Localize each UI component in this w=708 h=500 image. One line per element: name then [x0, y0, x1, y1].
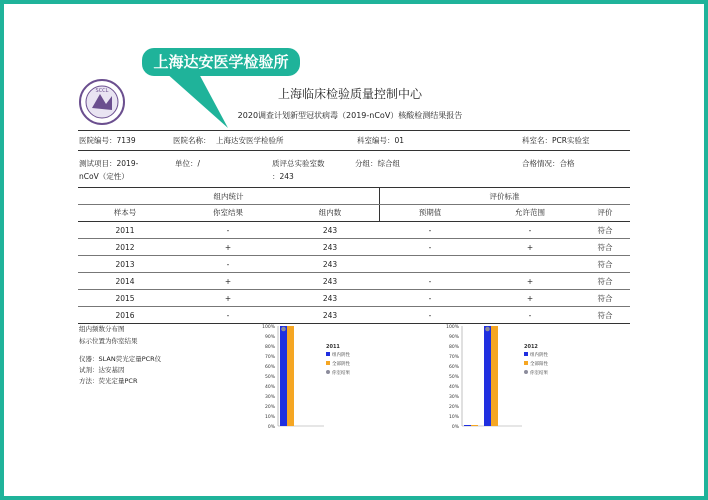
center-name: 上海临床检验质量控制中心 [277, 87, 422, 101]
cell-range: + [526, 277, 534, 286]
y-tick-label: 50% [448, 375, 459, 380]
divider [78, 221, 630, 222]
y-tick-label: 100% [262, 325, 275, 330]
cell-sample: 2015 [115, 294, 135, 303]
y-tick-label: 50% [264, 375, 275, 380]
chart-title: 2011 [326, 344, 340, 350]
legend-label: 组内阴性 [530, 353, 548, 358]
room-no: 科室编号：01 [357, 136, 405, 145]
room-name: 科室名：PCR实验室 [522, 136, 590, 145]
cell-result: - [226, 311, 230, 320]
chart-2011 [258, 320, 388, 432]
cell-eval: 符合 [597, 260, 613, 269]
note-line5: 方法：荧光定量PCR [79, 377, 138, 385]
y-tick-label: 70% [264, 355, 275, 360]
group: 分组：综合组 [355, 159, 400, 168]
group-stats-header: 组内统计 [213, 192, 244, 201]
your-result-marker [485, 327, 490, 332]
sccl-logo-icon [78, 78, 126, 126]
cell-range: + [526, 243, 534, 252]
cell-count: 243 [322, 243, 338, 252]
row-divider [78, 272, 630, 273]
cell-result: + [224, 294, 232, 303]
legend-swatch [326, 352, 330, 356]
divider [78, 150, 630, 151]
cell-expected: - [428, 311, 432, 320]
legend-label: 组内阴性 [332, 353, 350, 358]
cell-eval: 符合 [597, 277, 613, 286]
lab-count-line1: 质评总实验室数 [272, 159, 325, 168]
y-tick-label: 80% [264, 345, 275, 350]
bar [280, 326, 287, 426]
y-tick-label: 30% [448, 395, 459, 400]
cell-sample: 2011 [115, 226, 135, 235]
col-header-result: 你室结果 [213, 208, 243, 217]
your-result-marker [281, 327, 286, 332]
unit: 单位：/ [175, 159, 201, 168]
cell-range: - [528, 226, 532, 235]
cell-sample: 2013 [115, 260, 135, 269]
chart-title: 2012 [524, 344, 538, 350]
cell-range: + [526, 294, 534, 303]
cell-count: 243 [322, 226, 338, 235]
cell-count: 243 [322, 277, 338, 286]
y-tick-label: 10% [264, 415, 275, 420]
cell-eval: 符合 [597, 243, 613, 252]
criteria-header: 评价标准 [489, 192, 520, 201]
chart-2012 [442, 320, 582, 432]
divider [78, 204, 630, 205]
legend-swatch [524, 370, 528, 374]
legend-swatch [524, 352, 528, 356]
row-divider [78, 255, 630, 256]
y-tick-label: 90% [448, 335, 459, 340]
y-tick-label: 10% [448, 415, 459, 420]
callout-pointer [160, 72, 240, 132]
y-tick-label: 20% [264, 405, 275, 410]
legend-swatch [326, 370, 330, 374]
cell-result: + [224, 277, 232, 286]
col-header-count: 组内数 [318, 208, 342, 217]
row-divider [78, 238, 630, 239]
test-item-line2: nCoV（定性） [79, 172, 129, 181]
y-tick-label: 80% [448, 345, 459, 350]
divider [78, 130, 630, 131]
note-line4: 试剂：达安基因 [79, 366, 125, 374]
cell-result: - [226, 226, 230, 235]
y-tick-label: 60% [264, 365, 275, 370]
cell-count: 243 [322, 294, 338, 303]
cell-sample: 2014 [115, 277, 135, 286]
y-tick-label: 90% [264, 335, 275, 340]
y-tick-label: 40% [448, 385, 459, 390]
cell-expected: - [428, 243, 432, 252]
hospital-name-label: 医院名称： [173, 136, 211, 145]
lab-count-line2: ：243 [272, 172, 294, 181]
cell-eval: 符合 [597, 226, 613, 235]
col-header-expected: 预期值 [418, 208, 442, 217]
y-tick-label: 100% [446, 325, 459, 330]
hospital-name: 上海达安医学检验所 [216, 136, 284, 145]
cell-count: 243 [322, 260, 338, 269]
legend-label: 全部阴性 [332, 362, 350, 367]
test-item-line1: 测试项目：2019- [79, 159, 139, 168]
cell-count: 243 [322, 311, 338, 320]
row-divider [78, 306, 630, 307]
cell-expected: - [428, 226, 432, 235]
col-header-range: 允许范围 [515, 208, 545, 217]
row-divider [78, 289, 630, 290]
bar [464, 425, 471, 426]
note-line3: 仪器：SLAN荧光定量PCR仪 [79, 355, 162, 363]
cell-expected: - [428, 277, 432, 286]
cell-result: + [224, 243, 232, 252]
y-tick-label: 0% [267, 425, 275, 430]
logo-text: SCCL [95, 88, 109, 94]
cell-eval: 符合 [597, 294, 613, 303]
pass-status: 合格情况：合格 [522, 159, 575, 168]
cell-sample: 2012 [115, 243, 135, 252]
bar [471, 425, 478, 426]
bar [491, 326, 498, 426]
legend-swatch [524, 361, 528, 365]
y-tick-label: 20% [448, 405, 459, 410]
legend-swatch [326, 361, 330, 365]
cell-result: - [226, 260, 230, 269]
hospital-no: 医院编号：7139 [79, 136, 136, 145]
y-tick-label: 0% [451, 425, 459, 430]
y-tick-label: 60% [448, 365, 459, 370]
y-tick-label: 40% [264, 385, 275, 390]
y-tick-label: 70% [448, 355, 459, 360]
legend-label: 你室结果 [530, 371, 548, 376]
cell-expected: - [428, 294, 432, 303]
cell-eval: 符合 [597, 311, 613, 320]
col-header-sample: 样本号 [113, 208, 137, 217]
bar [287, 326, 294, 426]
cell-range: - [528, 311, 532, 320]
callout-label: 上海达安医学检验所 [142, 48, 300, 76]
bar [484, 326, 491, 426]
legend-label: 全部阳性 [530, 362, 548, 367]
report-title: 2020调查计划新型冠状病毒（2019-nCoV）核酸检测结果报告 [237, 111, 463, 120]
note-line1: 组内频数分布图 [79, 325, 125, 333]
note-line2: 标示位置为你室结果 [79, 337, 138, 345]
cell-sample: 2016 [115, 311, 135, 320]
y-tick-label: 30% [264, 395, 275, 400]
col-header-eval: 评价 [597, 208, 613, 217]
legend-label: 你室结果 [332, 371, 350, 376]
divider [78, 187, 630, 188]
